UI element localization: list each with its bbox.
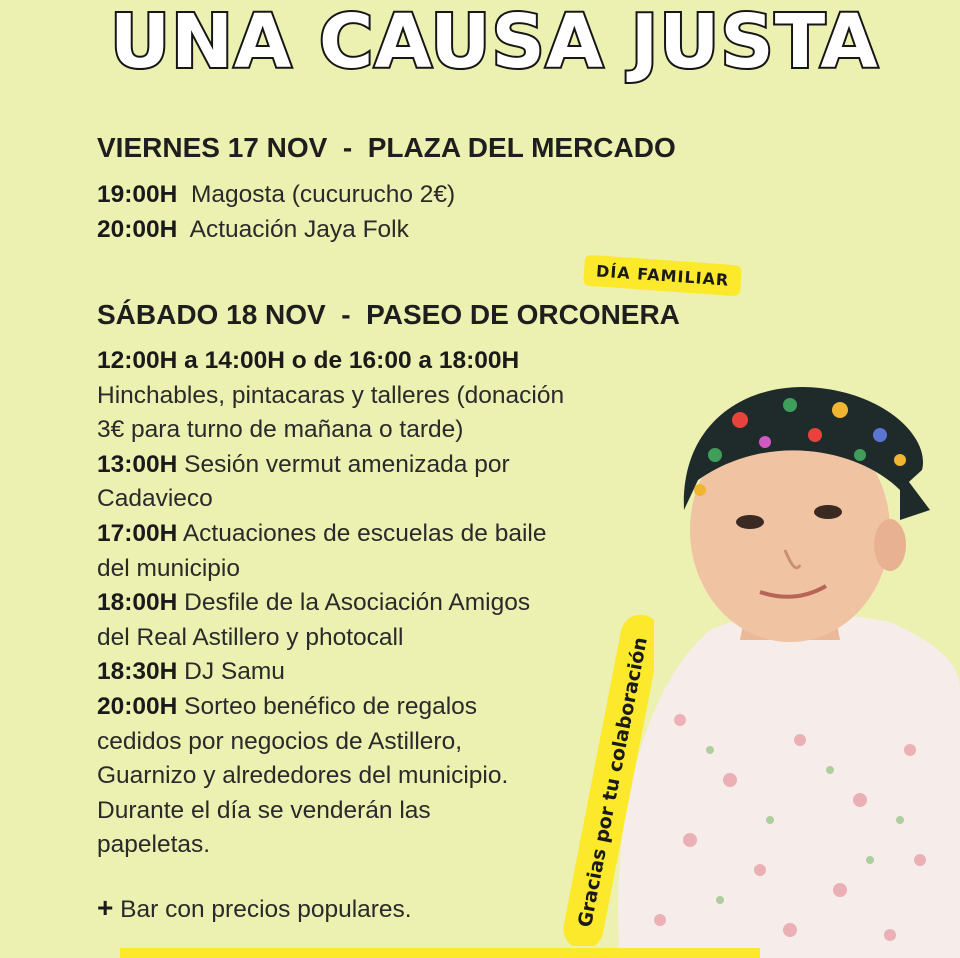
plus-icon: + — [97, 892, 114, 923]
friday-heading: VIERNES 17 NOV - PLAZA DEL MERCADO — [97, 132, 676, 163]
child-photo — [600, 360, 960, 958]
saturday-heading: SÁBADO 18 NOV - PASEO DE ORCONERA — [97, 299, 680, 330]
item-text: Actuación Jaya Folk — [189, 215, 409, 243]
schedule-line — [97, 379, 657, 414]
line-time: 13:00H — [97, 450, 178, 478]
line-text: Sorteo benéfico de regalos — [184, 692, 478, 720]
schedule-line — [97, 344, 657, 379]
schedule-line — [97, 517, 657, 552]
schedule-line — [97, 482, 657, 517]
line-text: Hinchables, pintacaras y talleres (donación — [97, 381, 565, 409]
line-text: papeletas. — [97, 831, 211, 859]
poster-title: UNA CAUSA JUSTA — [110, 0, 879, 85]
family-day-badge: DÍA FAMILIAR — [583, 255, 742, 297]
line-time: 18:30H — [97, 658, 178, 686]
line-text: Durante el día se venderán las — [97, 796, 431, 824]
line-text: Desfile de la Asociación Amigos — [184, 589, 531, 617]
thanks-text: Gracias por tu colaboración — [574, 635, 652, 930]
bar-note-text: Bar con precios populares. — [120, 896, 412, 923]
item-time: 20:00H — [97, 215, 178, 243]
friday-schedule — [97, 178, 657, 247]
bottom-strip — [120, 948, 760, 958]
line-text: DJ Samu — [184, 658, 285, 686]
line-time: 17:00H — [97, 519, 178, 547]
line-text: Guarnizo y alrededores del municipio. — [97, 762, 509, 790]
schedule-line — [97, 552, 657, 587]
schedule-line — [97, 448, 657, 483]
line-text: 3€ para turno de mañana o tarde) — [97, 416, 464, 444]
line-text: cedidos por negocios de Astillero, — [97, 727, 462, 755]
schedule-item — [97, 178, 657, 213]
item-text: Magosta (cucurucho 2€) — [190, 181, 456, 208]
line-text: Cadavieco — [97, 485, 213, 513]
line-text: Sesión vermut amenizada por — [184, 450, 510, 478]
line-time: 12:00H a 14:00H o de 16:00 a 18:00H — [97, 347, 520, 374]
line-text: del Real Astillero y photocall — [97, 623, 404, 651]
schedule-line — [97, 413, 657, 448]
line-time: 20:00H — [97, 692, 178, 720]
schedule-item — [97, 213, 657, 248]
thanks-label — [562, 610, 654, 946]
item-time: 19:00H — [97, 181, 178, 208]
line-text: del municipio — [97, 554, 240, 582]
line-text: Actuaciones de escuelas de baile — [182, 519, 547, 547]
line-time: 18:00H — [97, 589, 178, 617]
